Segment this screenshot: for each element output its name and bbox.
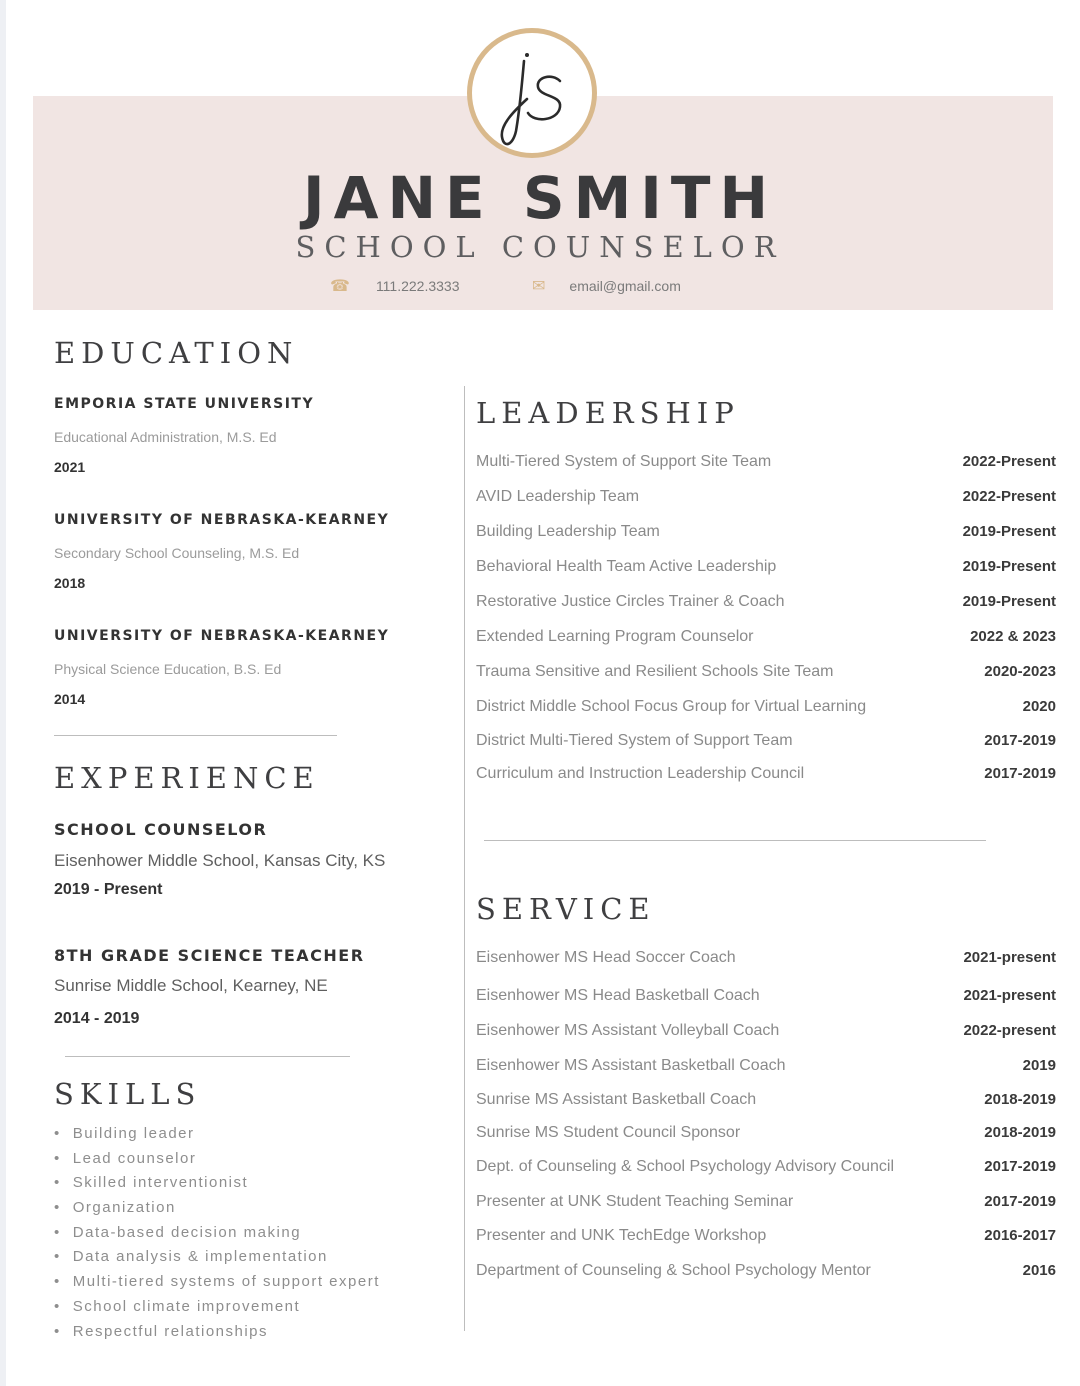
skill-item: • Data analysis & implementation [54, 1245, 380, 1270]
service-years: 2022-present [961, 1019, 1056, 1043]
service-role: Dept. of Counseling & School Psychology Advisory Council [476, 1158, 894, 1175]
leadership-row [476, 762, 1056, 786]
service-row [476, 1121, 1056, 1145]
service-role: Presenter and UNK TechEdge Workshop [476, 1227, 767, 1244]
skill-item: • Building leader [54, 1122, 380, 1147]
leadership-years: 2022-Present [961, 485, 1056, 509]
leadership-row [476, 695, 1056, 719]
education-school: EMPORIA STATE UNIVERSITY [54, 396, 315, 412]
leadership-row [476, 660, 1056, 684]
section-divider [65, 1056, 350, 1057]
education-degree: Secondary School Counseling, M.S. Ed [54, 545, 300, 561]
service-row [476, 1054, 1056, 1078]
service-heading: SERVICE [476, 892, 656, 926]
leadership-years: 2019-Present [961, 555, 1056, 579]
section-divider [484, 840, 986, 841]
leadership-years: 2022-Present [961, 450, 1056, 474]
service-row [476, 1224, 1056, 1248]
service-role: Department of Counseling & School Psychology Mentor [476, 1262, 871, 1279]
skills-list [54, 1122, 380, 1344]
service-role: Eisenhower MS Assistant Basketball Coach [476, 1057, 786, 1074]
education-year: 2014 [54, 691, 86, 707]
service-row [476, 1190, 1056, 1214]
experience-dates: 2019 - Present [54, 881, 163, 898]
skill-item: • Skilled interventionist [54, 1171, 380, 1196]
service-years: 2021-present [961, 984, 1056, 1008]
service-years: 2017-2019 [982, 1190, 1056, 1214]
service-years: 2018-2019 [982, 1121, 1056, 1145]
leadership-role: Multi-Tiered System of Support Site Team [476, 453, 772, 470]
experience-dates: 2014 - 2019 [54, 1010, 140, 1027]
leadership-role: Restorative Justice Circles Trainer & Coach [476, 593, 785, 610]
service-row [476, 1088, 1056, 1112]
service-years: 2017-2019 [982, 1155, 1056, 1179]
monogram-logo [467, 28, 597, 158]
service-row [476, 1019, 1056, 1043]
leadership-years: 2019-Present [961, 520, 1056, 544]
service-row [476, 1259, 1056, 1283]
skill-item: • School climate improvement [54, 1295, 380, 1320]
education-school: UNIVERSITY OF NEBRASKA-KEARNEY [54, 628, 390, 644]
column-divider [464, 386, 465, 1331]
service-years: 2016-2017 [982, 1224, 1056, 1248]
leadership-role: Extended Learning Program Counselor [476, 628, 754, 645]
experience-place: Eisenhower Middle School, Kansas City, KS [54, 851, 386, 870]
skill-item: • Lead counselor [54, 1147, 380, 1172]
leadership-years: 2022 & 2023 [968, 625, 1056, 649]
experience-heading: EXPERIENCE [54, 761, 320, 795]
leadership-years: 2020 [1021, 695, 1056, 719]
leadership-role: District Middle School Focus Group for Virtual Learning [476, 698, 867, 715]
service-role: Sunrise MS Assistant Basketball Coach [476, 1091, 757, 1108]
phone-number: 111.222.3333 [375, 278, 460, 294]
experience-title: SCHOOL COUNSELOR [54, 820, 268, 839]
service-role: Eisenhower MS Head Basketball Coach [476, 987, 760, 1004]
leadership-years: 2017-2019 [982, 762, 1056, 786]
leadership-row [476, 729, 1056, 753]
phone-icon: ☎ [330, 278, 350, 295]
education-heading: EDUCATION [54, 336, 299, 370]
leadership-role: Trauma Sensitive and Resilient Schools Site Team [476, 663, 834, 680]
education-year: 2018 [54, 575, 86, 591]
section-divider [54, 735, 337, 736]
leadership-row [476, 520, 1056, 544]
service-role: Presenter at UNK Student Teaching Seminar [476, 1193, 794, 1210]
education-year: 2021 [54, 459, 86, 475]
leadership-role: AVID Leadership Team [476, 488, 640, 505]
leadership-role: Behavioral Health Team Active Leadership [476, 558, 777, 575]
service-row [476, 1155, 1056, 1179]
leadership-heading: LEADERSHIP [476, 396, 740, 430]
service-years: 2018-2019 [982, 1088, 1056, 1112]
service-row [476, 984, 1056, 1008]
skill-item: • Data-based decision making [54, 1221, 380, 1246]
leadership-role: Building Leadership Team [476, 523, 660, 540]
email-contact [532, 276, 681, 296]
candidate-title: SCHOOL COUNSELOR [295, 230, 785, 264]
leadership-years: 2017-2019 [982, 729, 1056, 753]
leadership-years: 2020-2023 [982, 660, 1056, 684]
service-years: 2016 [1021, 1259, 1056, 1283]
service-role: Sunrise MS Student Council Sponsor [476, 1124, 741, 1141]
service-row [476, 946, 1056, 970]
experience-place: Sunrise Middle School, Kearney, NE [54, 976, 328, 995]
skill-item: • Multi-tiered systems of support expert [54, 1270, 380, 1295]
skill-item: • Respectful relationships [54, 1320, 380, 1345]
leadership-row [476, 555, 1056, 579]
leadership-row [476, 450, 1056, 474]
experience-title: 8TH GRADE SCIENCE TEACHER [54, 946, 365, 965]
leadership-role: District Multi-Tiered System of Support Team [476, 732, 793, 749]
leadership-years: 2019-Present [961, 590, 1056, 614]
envelope-icon: ✉ [532, 278, 546, 295]
education-school: UNIVERSITY OF NEBRASKA-KEARNEY [54, 512, 390, 528]
service-role: Eisenhower MS Head Soccer Coach [476, 949, 736, 966]
skills-heading: SKILLS [54, 1077, 202, 1111]
candidate-name: JANE SMITH [303, 164, 777, 232]
phone-contact [330, 276, 460, 296]
leadership-row [476, 590, 1056, 614]
service-years: 2021-present [961, 946, 1056, 970]
leadership-row [476, 625, 1056, 649]
email-address: email@gmail.com [569, 278, 681, 294]
leadership-role: Curriculum and Instruction Leadership Council [476, 765, 805, 782]
service-years: 2019 [1021, 1054, 1056, 1078]
skill-item: • Organization [54, 1196, 380, 1221]
education-degree: Educational Administration, M.S. Ed [54, 429, 277, 445]
education-degree: Physical Science Education, B.S. Ed [54, 661, 282, 677]
service-role: Eisenhower MS Assistant Volleyball Coach [476, 1022, 780, 1039]
leadership-row [476, 485, 1056, 509]
